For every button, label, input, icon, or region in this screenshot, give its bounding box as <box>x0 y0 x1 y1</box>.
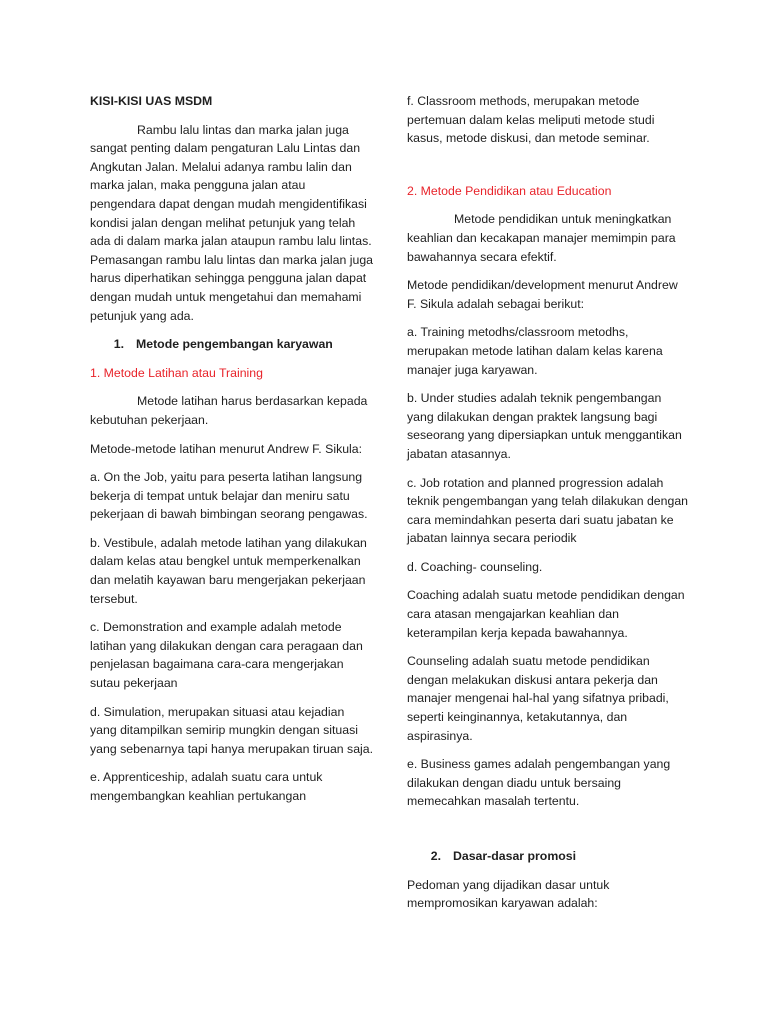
list-item-job-rotation: c. Job rotation and planned progression adalah teknik pengembangan yang telah dilakukan dengan cara memindahkan peserta dari suatu jabatan ke jabatan lainnya secara periodik <box>407 475 688 546</box>
paragraph-metode-menurut: Metode-metode latihan menurut Andrew F. Sikula: <box>90 441 363 456</box>
document-title: KISI-KISI UAS MSDM <box>90 94 213 108</box>
section-1-number: 1. <box>113 337 124 352</box>
list-item-vestibule: b. Vestibule, adalah metode latihan yang dilakukan dalam kelas atau bengkel untuk memperkenalkan dan melatih kayawan baru mengerjakan pekerjaan tersebut. <box>90 535 367 606</box>
list-item-under-studies: b. Under studies adalah teknik pengembangan yang dilakukan dengan praktek langsung bagi seseorang yang dipersiapkan untuk menggantikan jabatan atasannya. <box>407 391 682 461</box>
list-item-business-games: e. Business games adalah pengembangan yang dilakukan dengan diadu untuk bersaing memecahkan masalah tertentu. <box>407 757 671 809</box>
section-2-title: Dasar-dasar promosi <box>453 849 577 863</box>
paragraph-pendidikan: Metode pendidikan untuk meningkatkan keahlian dan kecakapan manajer memimpin para bawahannya secara efektif. <box>407 212 676 264</box>
paragraph-pedoman: Pedoman yang dijadikan dasar untuk mempromosikan karyawan adalah: <box>407 877 610 911</box>
intro-paragraph: Rambu lalu lintas dan marka jalan juga sangat penting dalam pengaturan Lalu Lintas dan Angkutan Jalan. Melalui adanya rambu lalin dan marka jalan, maka pengguna jalan atau pengendara dapat dengan mudah mengidentifikasi kondisi jalan dengan melihat petunjuk yang telah ada di dalam marka jalan ataupun rambu lalu lintas. Pemasangan rambu lalu lintas dan marka jalan juga harus diperhatikan sehingga pengguna jalan dapat dengan mudah untuk mengetahui dan memahami petunjuk yang ada. <box>90 122 373 323</box>
list-item-simulation: d. Simulation, merupakan situasi atau kejadian yang ditampilkan semirip mungkin dengan situasi yang sebenarnya tapi hanya merupakan tiruan saja. <box>90 704 374 756</box>
list-item-demonstration: c. Demonstration and example adalah metode latihan yang dilakukan dengan cara peragaan dan penjelasan bagaimana cara-cara mengerjakan sutau pekerjaan <box>90 620 363 691</box>
paragraph-coaching: Coaching adalah suatu metode pendidikan dengan cara atasan mengajarkan keahlian dan keterampilan kerja kepada bawahannya. <box>407 588 685 640</box>
subheading-education: 2. Metode Pendidikan atau Education <box>407 183 612 198</box>
subheading-training: 1. Metode Latihan atau Training <box>90 365 263 380</box>
section-2-heading <box>407 847 690 866</box>
paragraph-counseling: Counseling adalah suatu metode pendidikan dengan melakukan diskusi antara pekerja dan manajer mengenai hal-hal yang sifatnya pribadi, seperti keinginannya, ketakutannya, dan aspirasinya. <box>407 654 669 743</box>
list-item-classroom-methods: f. Classroom methods, merupakan metode pertemuan dalam kelas meliputi metode studi kasus, metode diskusi, dan metode seminar. <box>407 94 655 146</box>
right-column <box>407 92 690 923</box>
paragraph-development: Metode pendidikan/development menurut Andrew F. Sikula adalah sebagai berikut: <box>407 278 678 311</box>
paragraph-latihan: Metode latihan harus berdasarkan kepada kebutuhan pekerjaan. <box>90 394 368 427</box>
section-1-heading <box>90 335 373 354</box>
list-item-coaching-counseling: d. Coaching- counseling. <box>407 559 543 574</box>
list-item-apprenticeship: e. Apprenticeship, adalah suatu cara untuk mengembangkan keahlian pertukangan <box>90 770 323 803</box>
list-item-training-methods: a. Training metodhs/classroom metodhs, merupakan metode latihan dalam kelas karena manajer juga karyawan. <box>407 325 663 377</box>
list-item-on-the-job: a. On the Job, yaitu para peserta latihan langsung bekerja di tempat untuk belajar dan meniru satu pekerjaan di bawah bimbingan seorang pengawas. <box>90 470 368 522</box>
section-1-title: Metode pengembangan karyawan <box>136 337 333 352</box>
left-column <box>90 92 373 816</box>
section-2-number: 2. <box>430 849 441 863</box>
